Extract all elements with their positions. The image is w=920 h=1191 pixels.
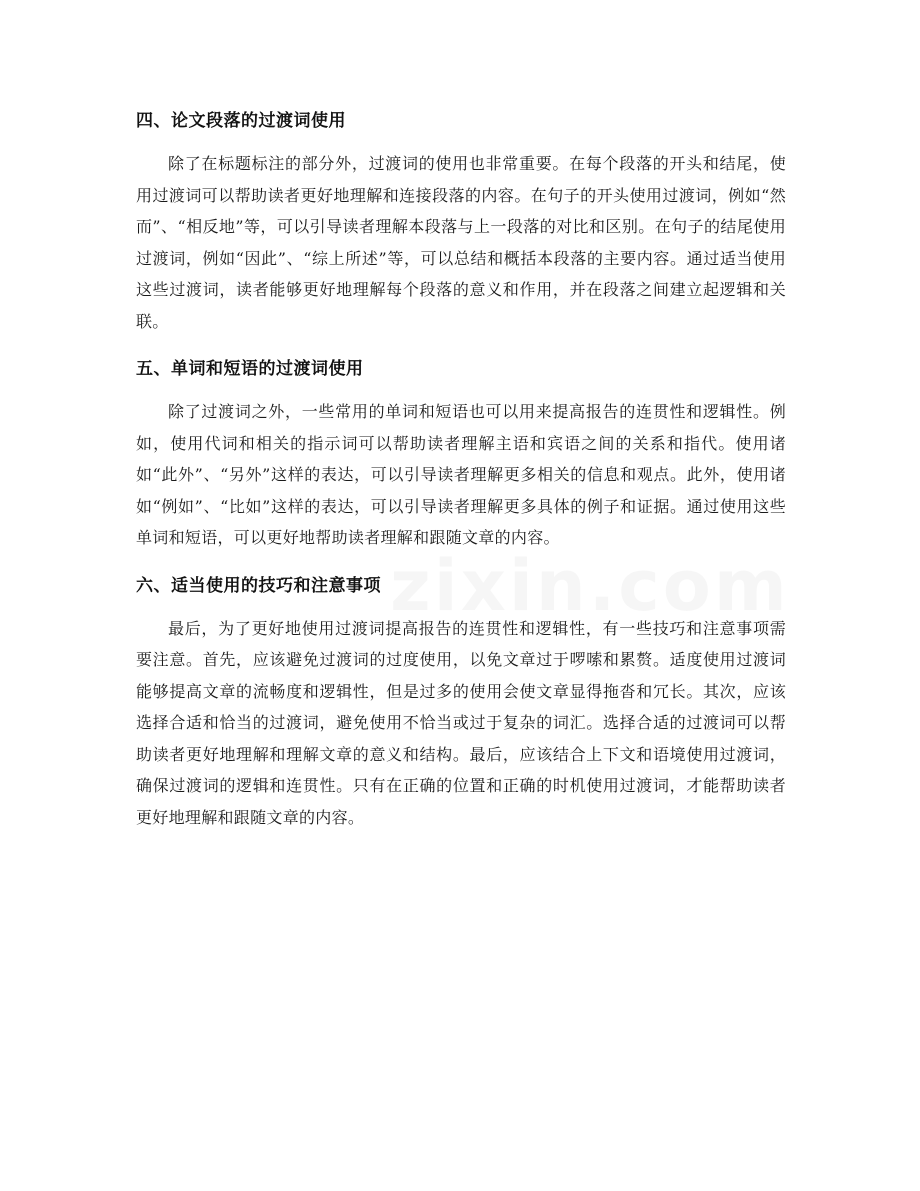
document-body (136, 104, 786, 848)
section-heading: 四、论文段落的过渡词使用 (136, 111, 346, 131)
section-heading: 五、单词和短语的过渡词使用 (136, 359, 364, 379)
section-5 (136, 352, 786, 554)
section-paragraph: 除了过渡词之外，一些常用的单词和短语也可以用来提高报告的连贯性和逻辑性。例如，使用代词和相关的指示词可以帮助读者理解主语和宾语之间的关系和指代。使用诸如“此外”、“另外”这样的表达，可以引导读者理解更多相关的信息和观点。此外，使用诸如“例如”、“比如”这样的表达，可以引导读者理解更多具体的例子和证据。通过使用这些单词和短语，可以更好地帮助读者理解和跟随文章的内容。 (136, 402, 786, 547)
section-heading: 六、适当使用的技巧和注意事项 (136, 575, 381, 596)
section-6 (136, 569, 786, 834)
section-paragraph: 最后，为了更好地使用过渡词提高报告的连贯性和逻辑性，有一些技巧和注意事项需要注意。首先，应该避免过渡词的过度使用，以免文章过于啰嗦和累赘。适度使用过渡词能够提高文章的流畅度和逻辑性，但是过多的使用会使文章显得拖沓和冗长。其次，应该选择合适和恰当的过渡词，避免使用不恰当或过于复杂的词汇。选择合适的过渡词可以帮助读者更好地理解和理解文章的意义和结构。最后，应该结合上下文和语境使用过渡词，确保过渡词的逻辑和连贯性。只有在正确的位置和正确的时机使用过渡词，才能帮助读者更好地理解和跟随文章的内容。 (136, 618, 786, 827)
section-paragraph: 除了在标题标注的部分外，过渡词的使用也非常重要。在每个段落的开头和结尾，使用过渡词可以帮助读者更好地理解和连接段落的内容。在句子的开头使用过渡词，例如“然而”、“相反地”等，可以引导读者理解本段落与上一段落的对比和区别。在句子的结尾使用过渡词，例如“因此”、“综上所述”等，可以总结和概括本段落的主要内容。通过适当使用这些过渡词，读者能够更好地理解每个段落的意义和作用，并在段落之间建立起逻辑和关联。 (136, 154, 786, 331)
section-4 (136, 104, 786, 337)
